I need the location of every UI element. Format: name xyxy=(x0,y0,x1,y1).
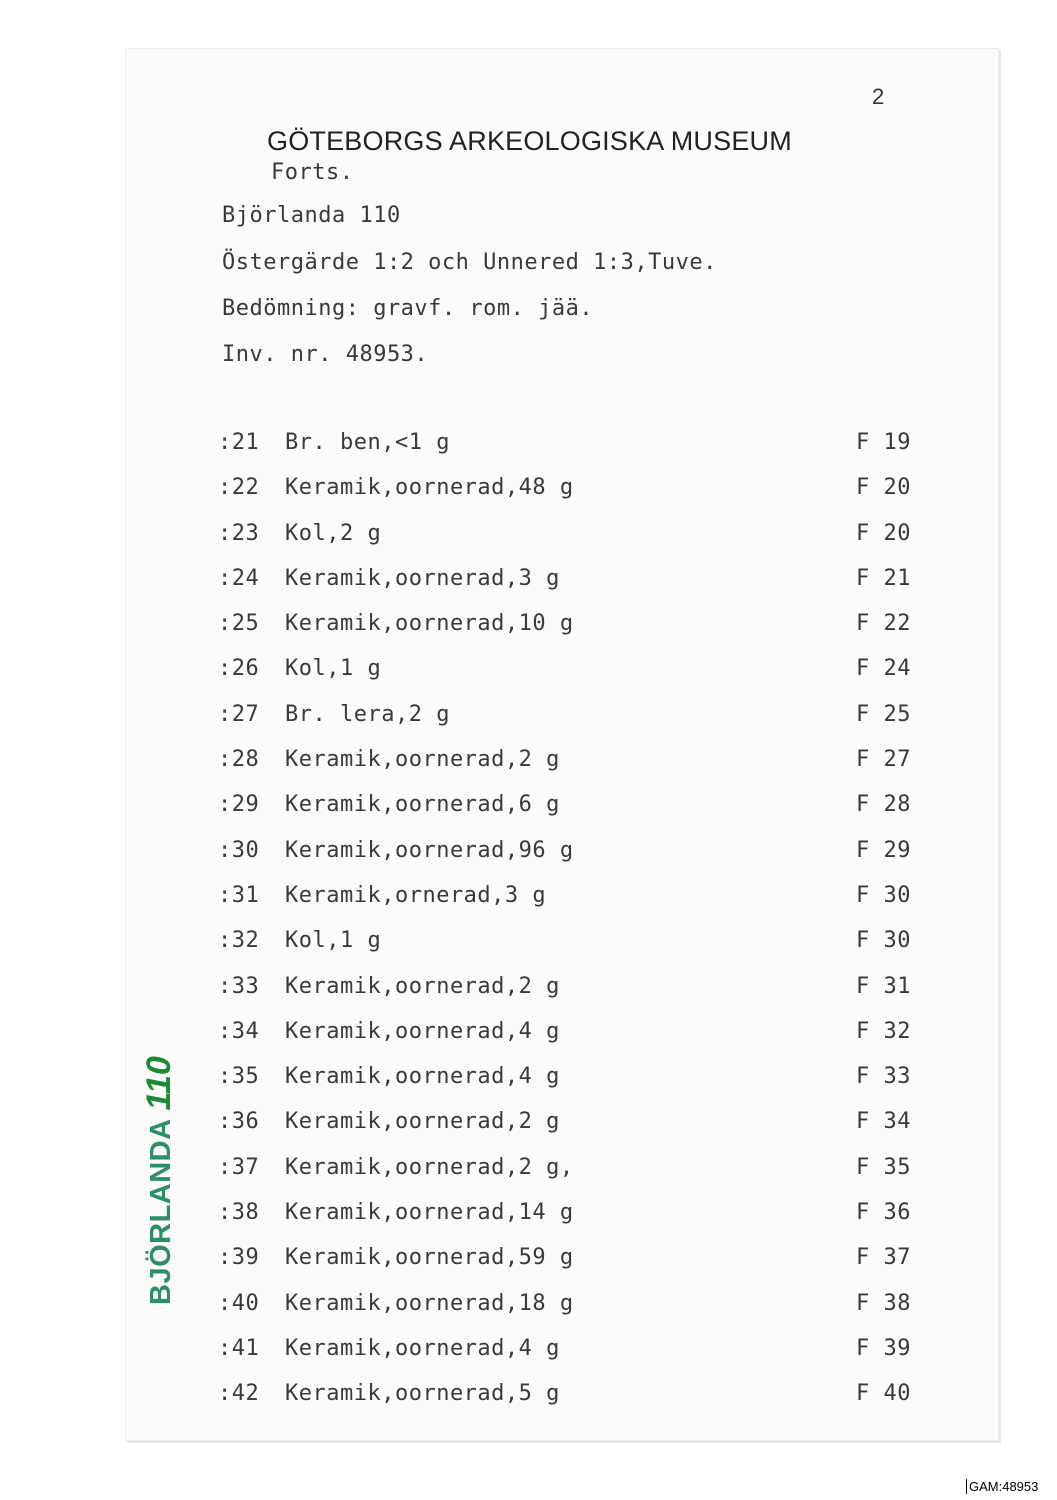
find-number: F 27 xyxy=(856,747,911,773)
item-description: Keramik,oornerad,48 g xyxy=(285,475,574,501)
list-item xyxy=(218,792,938,837)
list-item xyxy=(218,1245,938,1290)
find-number: F 20 xyxy=(856,520,911,546)
list-item xyxy=(218,928,938,973)
list-item xyxy=(218,1200,938,1245)
find-number: F 24 xyxy=(856,656,911,682)
find-list xyxy=(218,430,938,1427)
item-number: :31 xyxy=(218,882,260,908)
inventory-number: Inv. nr. 48953. xyxy=(222,342,429,367)
list-item xyxy=(218,1109,938,1154)
item-number: :33 xyxy=(218,973,260,999)
continued-label: Forts. xyxy=(271,160,354,185)
list-item xyxy=(218,974,938,1019)
item-description: Keramik,oornerad,14 g xyxy=(285,1200,574,1226)
list-item xyxy=(218,883,938,928)
site-name: Björlanda 110 xyxy=(222,203,401,228)
find-number: F 40 xyxy=(856,1381,911,1407)
item-description: Keramik,ornerad,3 g xyxy=(285,882,547,908)
item-description: Keramik,oornerad,4 g xyxy=(285,1018,560,1044)
find-number: F 34 xyxy=(856,1109,911,1135)
item-number: :41 xyxy=(218,1335,260,1361)
item-number: :26 xyxy=(218,656,260,682)
item-description: Keramik,oornerad,59 g xyxy=(285,1245,574,1271)
find-number: F 32 xyxy=(856,1018,911,1044)
find-number: F 39 xyxy=(856,1335,911,1361)
item-description: Keramik,oornerad,3 g xyxy=(285,565,560,591)
stamp-number: 110 xyxy=(140,1056,178,1111)
list-item xyxy=(218,1291,938,1336)
find-number: F 28 xyxy=(856,792,911,818)
catalog-id: GAM:48953 xyxy=(966,1479,1038,1494)
stamp-text: BJÖRLANDA xyxy=(145,1118,177,1305)
item-description: Keramik,oornerad,18 g xyxy=(285,1290,574,1316)
find-number: F 22 xyxy=(856,611,911,637)
item-description: Keramik,oornerad,2 g xyxy=(285,747,560,773)
item-number: :24 xyxy=(218,565,260,591)
item-number: :25 xyxy=(218,611,260,637)
item-description: Keramik,oornerad,96 g xyxy=(285,837,574,863)
page-number: 2 xyxy=(872,84,885,109)
list-item xyxy=(218,566,938,611)
list-item xyxy=(218,475,938,520)
find-number: F 25 xyxy=(856,701,911,727)
find-number: F 30 xyxy=(856,928,911,954)
item-number: :30 xyxy=(218,837,260,863)
find-number: F 35 xyxy=(856,1154,911,1180)
item-number: :21 xyxy=(218,430,260,455)
item-description: Kol,1 g xyxy=(285,928,382,954)
item-description: Keramik,oornerad,6 g xyxy=(285,792,560,818)
list-item xyxy=(218,1155,938,1200)
list-item xyxy=(218,1336,938,1381)
item-description: Kol,1 g xyxy=(285,656,382,682)
find-number: F 33 xyxy=(856,1064,911,1090)
item-number: :22 xyxy=(218,475,260,501)
list-item xyxy=(218,656,938,701)
item-number: :37 xyxy=(218,1154,260,1180)
list-item xyxy=(218,1064,938,1109)
find-number: F 36 xyxy=(856,1200,911,1226)
item-number: :36 xyxy=(218,1109,260,1135)
item-number: :40 xyxy=(218,1290,260,1316)
find-number: F 21 xyxy=(856,565,911,591)
item-description: Br. ben,<1 g xyxy=(285,430,450,455)
find-number: F 20 xyxy=(856,475,911,501)
item-number: :32 xyxy=(218,928,260,954)
find-number: F 29 xyxy=(856,837,911,863)
item-description: Keramik,oornerad,2 g xyxy=(285,973,560,999)
museum-title: GÖTEBORGS ARKEOLOGISKA MUSEUM xyxy=(267,126,792,156)
item-description: Keramik,oornerad,2 g xyxy=(285,1109,560,1135)
find-number: F 30 xyxy=(856,882,911,908)
item-number: :27 xyxy=(218,701,260,727)
item-description: Keramik,oornerad,4 g xyxy=(285,1064,560,1090)
item-description: Keramik,oornerad,4 g xyxy=(285,1335,560,1361)
item-number: :39 xyxy=(218,1245,260,1271)
list-item xyxy=(218,747,938,792)
location-line: Östergärde 1:2 och Unnered 1:3,Tuve. xyxy=(222,250,717,275)
item-number: :23 xyxy=(218,520,260,546)
item-number: :38 xyxy=(218,1200,260,1226)
item-description: Keramik,oornerad,5 g xyxy=(285,1381,560,1407)
find-number: F 31 xyxy=(856,973,911,999)
item-number: :35 xyxy=(218,1064,260,1090)
item-number: :28 xyxy=(218,747,260,773)
item-number: :34 xyxy=(218,1018,260,1044)
list-item xyxy=(218,611,938,656)
item-description: Keramik,oornerad,2 g, xyxy=(285,1154,574,1180)
list-item xyxy=(218,702,938,747)
list-item xyxy=(218,430,938,475)
list-item xyxy=(218,1381,938,1426)
site-stamp xyxy=(140,1056,179,1305)
item-number: :42 xyxy=(218,1381,260,1407)
find-number: F 37 xyxy=(856,1245,911,1271)
list-item xyxy=(218,1019,938,1064)
find-number: F 19 xyxy=(856,430,911,455)
item-description: Kol,2 g xyxy=(285,520,382,546)
item-number: :29 xyxy=(218,792,260,818)
item-description: Br. lera,2 g xyxy=(285,701,450,727)
find-number: F 38 xyxy=(856,1290,911,1316)
list-item xyxy=(218,521,938,566)
assessment-line: Bedömning: gravf. rom. jää. xyxy=(222,296,594,321)
item-description: Keramik,oornerad,10 g xyxy=(285,611,574,637)
list-item xyxy=(218,838,938,883)
